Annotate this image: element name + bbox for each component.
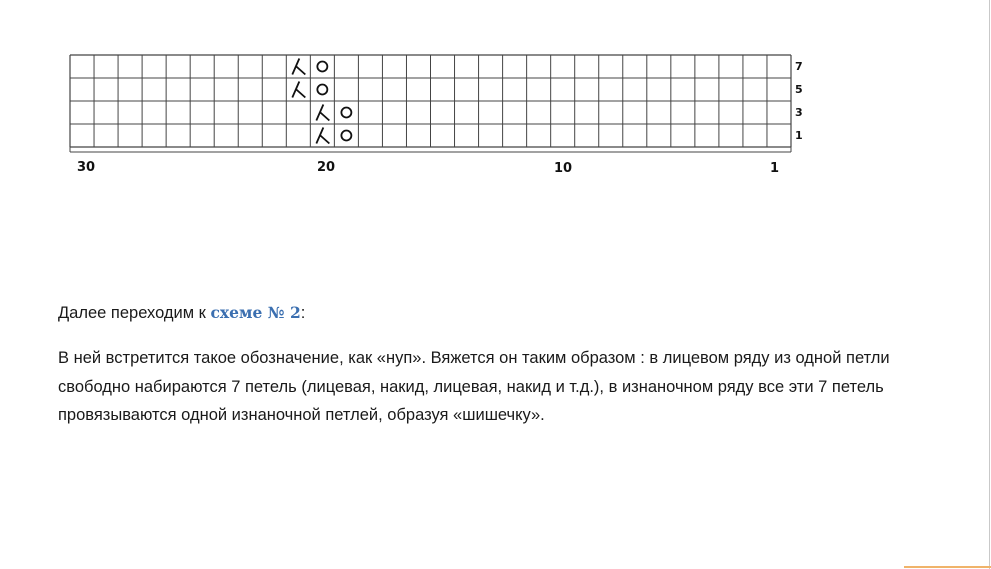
row-number-7: 7 bbox=[795, 60, 803, 73]
column-number-30: 30 bbox=[77, 160, 96, 175]
yarn-over-symbol bbox=[317, 85, 327, 95]
row-number-3: 3 bbox=[795, 106, 803, 119]
decrease-symbol bbox=[292, 82, 305, 98]
footer-accent-line bbox=[904, 566, 991, 568]
intro-text: Далее переходим к bbox=[58, 304, 211, 322]
knitting-chart bbox=[0, 0, 991, 200]
intro-colon: : bbox=[300, 304, 306, 322]
column-number-20: 20 bbox=[317, 160, 336, 175]
yarn-over-symbol bbox=[341, 108, 351, 118]
row-number-5: 5 bbox=[795, 83, 803, 96]
description-paragraph: В ней встретится такое обозначение, как «нуп». Вяжется он таким образом : в лицевом ряду из одной петли свободно набираются 7 петель (лицевая, накид, лицевая, накид и т.д.), в изнаночном ряду все эти 7 петель провязываются одной изнаночной петлей, образуя «шишечку». bbox=[58, 349, 890, 424]
row-number-1: 1 bbox=[795, 129, 803, 142]
column-number-10: 10 bbox=[554, 161, 573, 176]
decrease-symbol bbox=[316, 105, 329, 121]
column-number-1: 1 bbox=[770, 161, 780, 176]
yarn-over-symbol bbox=[341, 131, 351, 141]
intro-line bbox=[58, 300, 305, 326]
yarn-over-symbol bbox=[317, 62, 327, 72]
chart-grid bbox=[0, 0, 991, 200]
decrease-symbol bbox=[292, 59, 305, 75]
scheme-2-link[interactable]: схеме № 2 bbox=[210, 303, 301, 322]
decrease-symbol bbox=[316, 128, 329, 144]
